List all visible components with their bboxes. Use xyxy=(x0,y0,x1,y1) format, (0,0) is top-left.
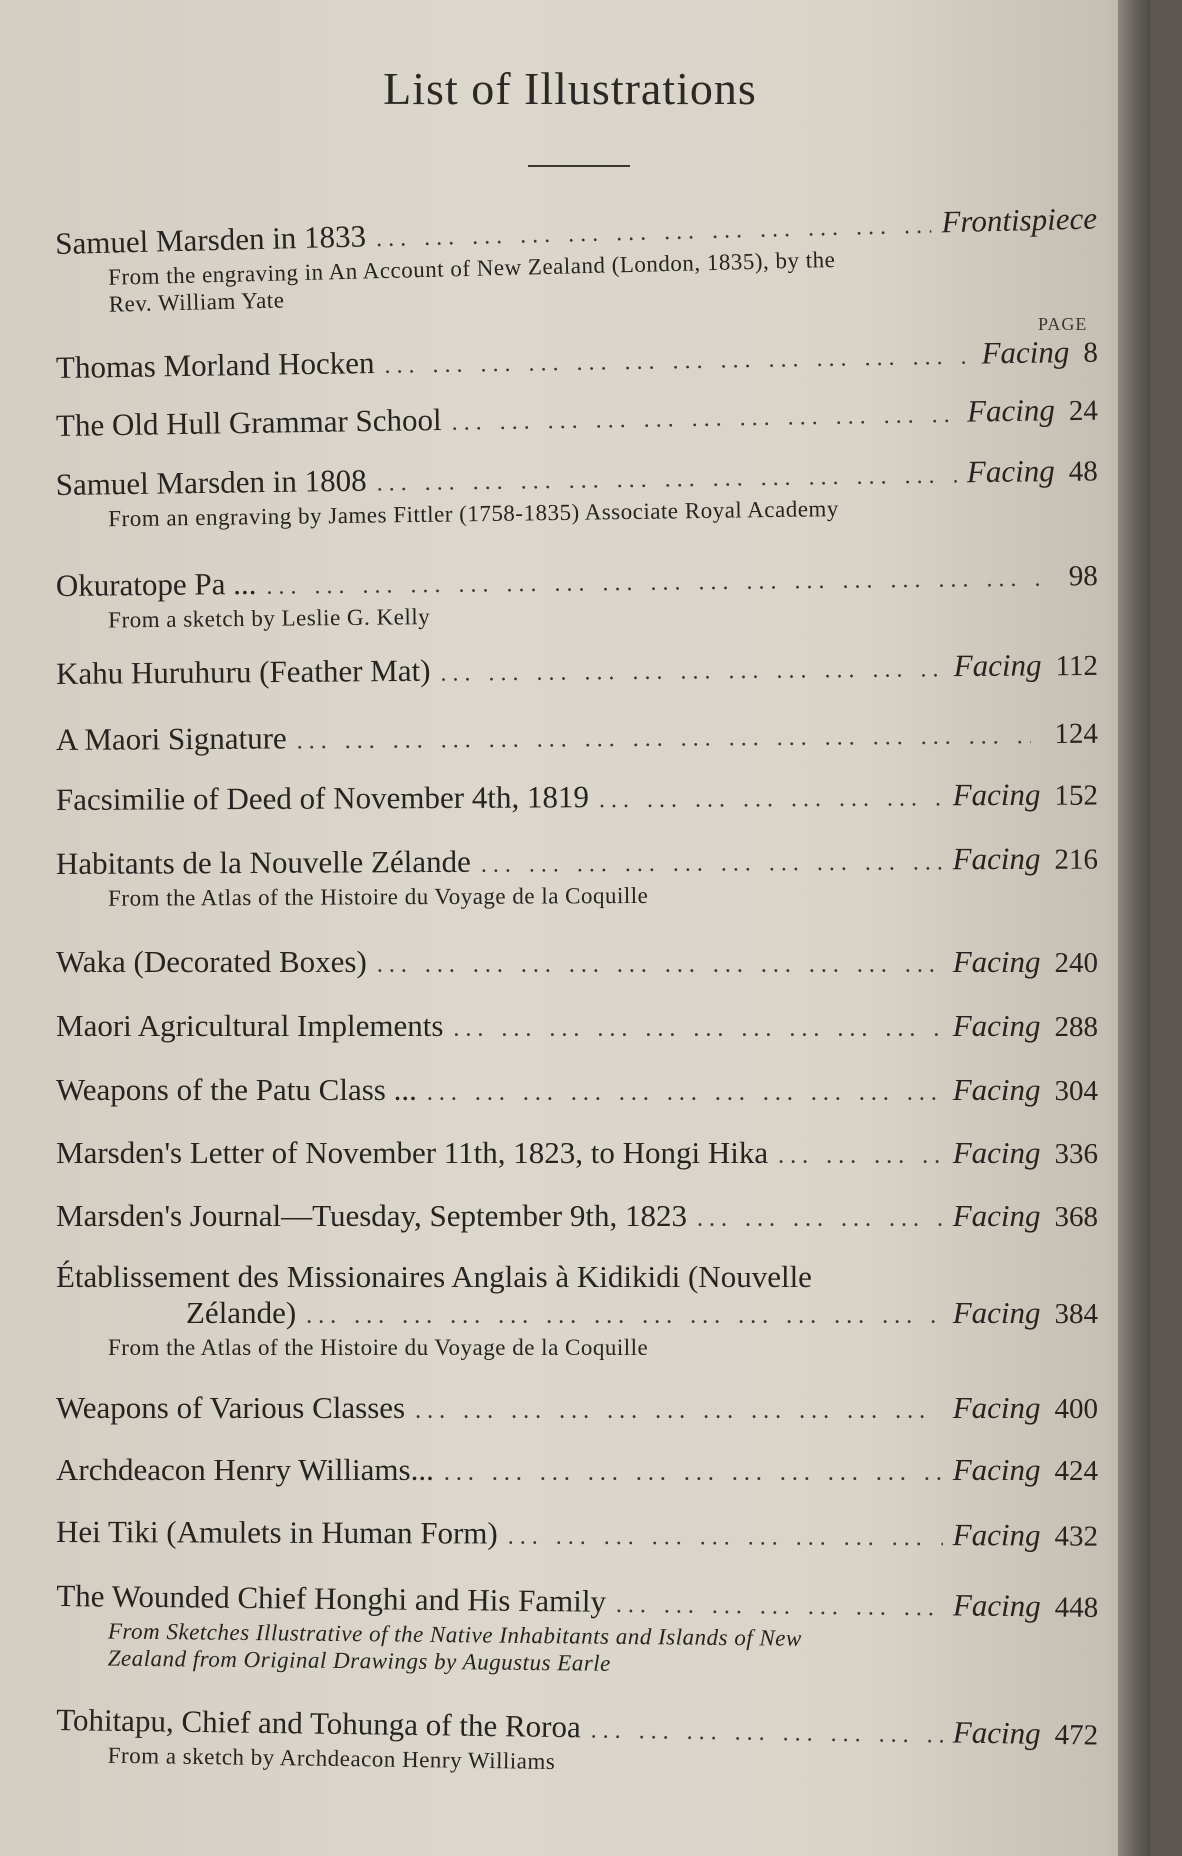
entry-reference: Frontispiece xyxy=(941,200,1098,240)
leader-dots xyxy=(778,1138,943,1174)
leader-dots xyxy=(427,1075,943,1111)
illustration-entry xyxy=(56,334,1098,389)
entry-caption: Tohitapu, Chief and Tohunga of the Roroa xyxy=(55,1702,581,1745)
entry-caption: The Wounded Chief Honghi and His Family xyxy=(56,1578,607,1619)
entry-page-number: 48 xyxy=(1068,455,1098,488)
entry-reference: Facing xyxy=(952,840,1041,877)
illustration-entry xyxy=(56,392,1098,447)
entry-caption: Waka (Decorated Boxes) xyxy=(56,944,367,979)
entry-caption: Hei Tiki (Amulets in Human Form) xyxy=(55,1514,498,1551)
illustration-entry xyxy=(56,557,1099,634)
entry-page-number: 304 xyxy=(1054,1075,1098,1107)
leader-dots xyxy=(415,1393,943,1429)
illustration-entry xyxy=(56,1259,1098,1361)
entry-source: From a sketch by Leslie G. Kelly xyxy=(108,604,431,633)
entry-source: From an engraving by James Fittler (1758-1835) Associate Royal Academy xyxy=(108,496,839,532)
leader-dots xyxy=(440,651,944,691)
illustration-entry xyxy=(56,1452,1098,1491)
entry-caption: Samuel Marsden in 1808 xyxy=(55,462,367,502)
leader-dots xyxy=(481,844,943,882)
leader-dots xyxy=(616,1587,943,1626)
leader-dots xyxy=(306,1298,943,1334)
entry-page-number: 472 xyxy=(1054,1718,1099,1752)
illustration-entry xyxy=(56,1514,1098,1557)
entry-caption: Kahu Huruhuru (Feather Mat) xyxy=(55,652,431,691)
page-title: List of Illustrations xyxy=(383,63,757,114)
entry-source: From a sketch by Archdeacon Henry Williams xyxy=(107,1742,556,1774)
entry-page-number: 432 xyxy=(1054,1520,1099,1553)
entry-reference: Facing xyxy=(952,944,1041,979)
leader-dots xyxy=(590,1712,943,1753)
page-shadow-edge xyxy=(1118,0,1150,1856)
entry-reference: Facing xyxy=(952,1714,1041,1751)
entry-reference: Facing xyxy=(952,1198,1041,1233)
leader-dots xyxy=(697,1201,943,1237)
entry-page-number: 112 xyxy=(1055,649,1099,683)
illustration-entry xyxy=(56,1578,1099,1682)
leader-dots xyxy=(384,339,972,384)
illustration-entry xyxy=(56,841,1098,912)
entry-caption: Facsimilie of Deed of November 4th, 1819 xyxy=(55,779,589,817)
entry-source: From the Atlas of the Histoire du Voyage de la Coquille xyxy=(108,1335,649,1360)
entry-source: From Sketches Illustrative of the Native Inhabitants and Islands of New xyxy=(107,1618,802,1651)
entry-page-number: 240 xyxy=(1054,947,1098,979)
entry-page-number: 152 xyxy=(1054,779,1099,812)
entry-caption: Marsden's Letter of November 11th, 1823, to Hongi Hika xyxy=(56,1135,769,1170)
entry-caption: The Old Hull Grammar School xyxy=(55,401,442,443)
entry-caption: Marsden's Journal—Tuesday, September 9th, 1823 xyxy=(56,1198,687,1233)
leader-dots xyxy=(444,1455,943,1491)
entry-page-number: 24 xyxy=(1068,394,1099,428)
illustration-entry xyxy=(56,1008,1098,1047)
entry-page-number: 288 xyxy=(1054,1011,1098,1043)
entry-reference: Facing xyxy=(952,1135,1041,1170)
entry-caption: Samuel Marsden in 1833 xyxy=(54,218,367,262)
illustration-entry xyxy=(55,201,1099,319)
entry-reference: Facing xyxy=(952,1517,1041,1553)
entry-reference: Facing xyxy=(981,334,1070,371)
entry-caption-continued: Zélande) xyxy=(186,1295,297,1330)
entry-reference: Facing xyxy=(952,1587,1041,1624)
illustration-entry xyxy=(56,1135,1098,1174)
entry-reference: Facing xyxy=(953,647,1042,684)
entry-caption: Maori Agricultural Implements xyxy=(56,1008,444,1043)
entry-page-number: 124 xyxy=(1054,717,1099,751)
entry-reference: Facing xyxy=(966,392,1056,429)
illustration-entry xyxy=(56,1072,1098,1111)
entry-page-number: 368 xyxy=(1054,1201,1098,1233)
entry-caption: Établissement des Missionaires Anglais à Kidikidi (Nouvelle xyxy=(56,1259,812,1294)
entry-page-number: 448 xyxy=(1054,1591,1099,1624)
title-rule xyxy=(528,165,630,167)
illustration-entry xyxy=(56,1390,1098,1429)
illustration-entry xyxy=(56,715,1098,761)
entry-source: From the Atlas of the Histoire du Voyage de la Coquille xyxy=(108,882,649,911)
entry-page-number: 424 xyxy=(1054,1455,1098,1487)
illustration-entry xyxy=(56,1198,1098,1237)
entry-page-number: 98 xyxy=(1068,560,1098,593)
entry-page-number: 216 xyxy=(1054,843,1098,876)
leader-dots xyxy=(297,718,1031,759)
entry-page-number: 384 xyxy=(1054,1298,1098,1330)
entry-caption: A Maori Signature xyxy=(55,720,287,757)
entry-caption: Okuratope Pa ... xyxy=(55,565,257,603)
illustration-entry xyxy=(56,452,1099,533)
page-column-label: PAGE xyxy=(1038,314,1088,334)
entry-reference: Facing xyxy=(952,1072,1041,1107)
entry-reference: Facing xyxy=(952,1452,1041,1487)
leader-dots xyxy=(451,397,957,441)
entry-caption: Archdeacon Henry Williams... xyxy=(56,1452,434,1487)
leader-dots xyxy=(453,1011,942,1047)
entry-reference: Facing xyxy=(952,1390,1041,1425)
leader-dots xyxy=(599,780,943,818)
entry-reference: Facing xyxy=(952,776,1041,813)
entry-reference: Facing xyxy=(952,1008,1041,1043)
entry-page-number: 8 xyxy=(1083,336,1099,369)
entry-caption: Weapons of the Patu Class ... xyxy=(56,1072,417,1107)
entry-page-number: 336 xyxy=(1054,1138,1098,1170)
entry-source: From the engraving in An Account of New Zealand (London, 1835), by the xyxy=(107,246,836,290)
leader-dots xyxy=(377,947,943,983)
leader-dots xyxy=(508,1519,943,1557)
illustration-entry xyxy=(56,647,1098,695)
entry-source-continued: Rev. William Yate xyxy=(108,287,285,317)
entry-source-continued: Zealand from Original Drawings by Augustus Earle xyxy=(107,1645,611,1676)
entry-caption: Habitants de la Nouvelle Zélande xyxy=(55,843,471,881)
illustration-entry xyxy=(56,944,1098,983)
entry-reference: Facing xyxy=(952,1295,1041,1330)
entry-caption: Thomas Morland Hocken xyxy=(55,344,375,385)
illustration-entry xyxy=(56,1702,1099,1783)
entry-page-number: 400 xyxy=(1054,1393,1098,1425)
entry-caption: Weapons of Various Classes xyxy=(56,1390,406,1425)
entry-reference: Facing xyxy=(966,453,1055,490)
illustration-entry xyxy=(56,777,1098,821)
